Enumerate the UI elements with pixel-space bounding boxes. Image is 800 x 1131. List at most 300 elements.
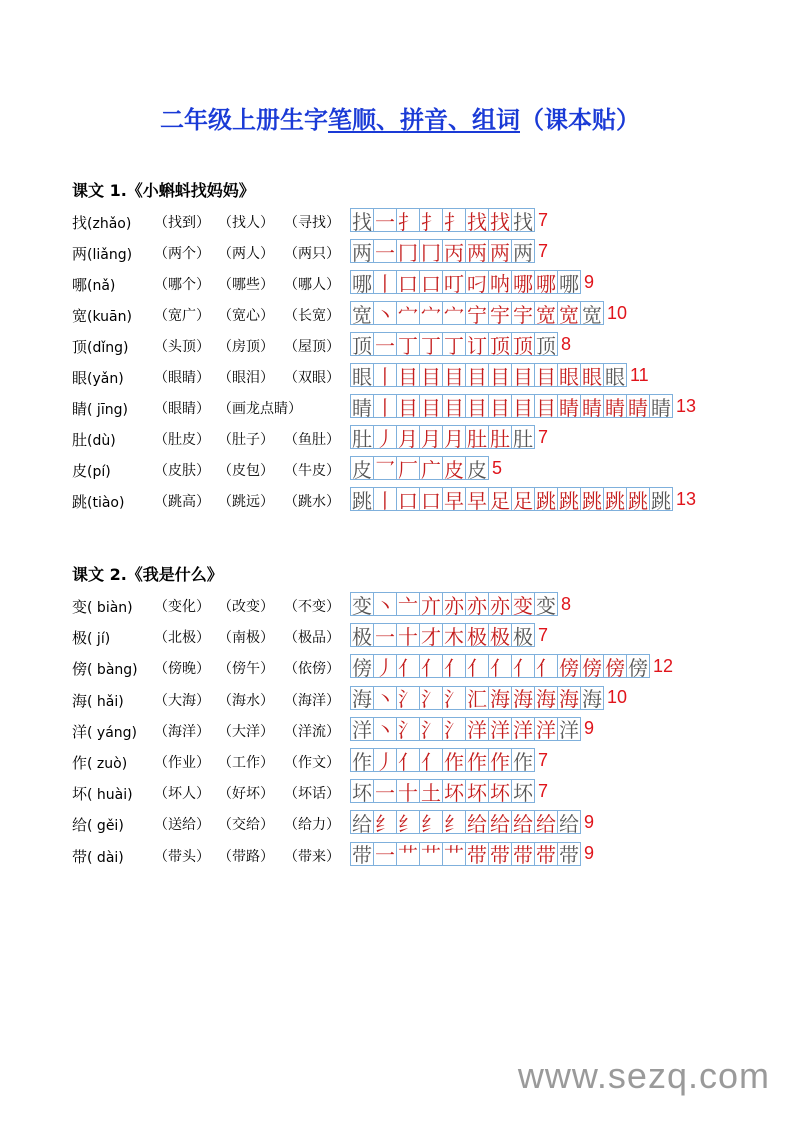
stroke-cell: 丶 bbox=[375, 593, 395, 618]
stroke-count: 8 bbox=[561, 593, 572, 614]
pinyin: ( jí) bbox=[87, 631, 111, 648]
char: 哪 bbox=[72, 276, 88, 294]
stroke-cell: 洋 bbox=[490, 718, 510, 743]
stroke-cell: 亻 bbox=[398, 655, 418, 680]
pinyin: (nǎ) bbox=[87, 278, 116, 294]
char-row bbox=[72, 456, 792, 482]
stroke-cell-model: 宽 bbox=[352, 302, 372, 327]
word: （两人） bbox=[218, 246, 274, 262]
stroke-cell-model: 找 bbox=[352, 209, 372, 234]
stroke-cell: 洋 bbox=[467, 718, 487, 743]
stroke-cell: 十 bbox=[398, 624, 418, 649]
char-label bbox=[72, 752, 127, 773]
word: （屋顶） bbox=[284, 339, 340, 355]
char-row bbox=[72, 301, 792, 327]
stroke-count: 13 bbox=[676, 395, 697, 416]
stroke-cell: 作 bbox=[444, 749, 464, 774]
word: （皮包） bbox=[218, 463, 274, 479]
char-row bbox=[72, 332, 792, 358]
word: （带来） bbox=[284, 848, 340, 865]
pinyin: ( huài) bbox=[87, 787, 133, 804]
stroke-count: 5 bbox=[492, 457, 503, 478]
stroke-cell: 眼 bbox=[605, 364, 625, 389]
char-row bbox=[72, 592, 792, 618]
stroke-grid bbox=[350, 270, 594, 294]
word: （宽广） bbox=[154, 308, 210, 324]
stroke-cell: 给 bbox=[536, 811, 556, 836]
stroke-cell: 宇 bbox=[490, 302, 510, 327]
stroke-cell: 一 bbox=[375, 333, 395, 358]
stroke-cell: 宽 bbox=[536, 302, 556, 327]
stroke-grid bbox=[350, 363, 649, 387]
stroke-grid bbox=[350, 654, 673, 678]
pinyin: ( gěi) bbox=[87, 818, 124, 835]
word: （傍午） bbox=[218, 661, 274, 678]
char-label bbox=[72, 596, 133, 617]
word: （两只） bbox=[284, 246, 340, 262]
stroke-cell: 亻 bbox=[398, 749, 418, 774]
stroke-cell: 顶 bbox=[536, 333, 556, 358]
pinyin: ( jīng) bbox=[87, 402, 128, 418]
word: （改变） bbox=[218, 599, 274, 615]
stroke-cell: 傍 bbox=[605, 655, 625, 680]
stroke-cell: 丨 bbox=[375, 488, 395, 513]
stroke-cell: 亠 bbox=[398, 593, 418, 618]
stroke-cell: 丁 bbox=[444, 333, 464, 358]
stroke-cell: 早 bbox=[444, 488, 464, 513]
stroke-cell: 带 bbox=[513, 843, 533, 868]
stroke-cell: 傍 bbox=[628, 655, 648, 680]
stroke-cell: 叼 bbox=[467, 271, 487, 296]
char-label bbox=[72, 305, 132, 326]
char: 睛 bbox=[72, 400, 88, 418]
stroke-cell-model: 坏 bbox=[352, 780, 372, 805]
page-title bbox=[0, 100, 800, 135]
char: 宽 bbox=[72, 307, 88, 325]
pinyin: ( hǎi) bbox=[87, 693, 124, 710]
stroke-cell: 艹 bbox=[444, 843, 464, 868]
word: （哪些） bbox=[218, 277, 274, 293]
stroke-cell: 坏 bbox=[513, 780, 533, 805]
stroke-cell: 睛 bbox=[559, 395, 579, 420]
stroke-cell-model: 傍 bbox=[352, 655, 372, 680]
stroke-cell: 两 bbox=[490, 240, 510, 265]
word: （南极） bbox=[218, 630, 274, 647]
stroke-cell: 目 bbox=[490, 364, 510, 389]
stroke-cell: 变 bbox=[536, 593, 556, 618]
stroke-cell-model: 极 bbox=[352, 624, 372, 649]
stroke-grid bbox=[350, 717, 594, 741]
char-row bbox=[72, 779, 792, 805]
stroke-cell: 肚 bbox=[490, 426, 510, 451]
stroke-cell: 厂 bbox=[398, 457, 418, 482]
word: （大洋） bbox=[218, 723, 274, 740]
title-part1: 二年级上册生字 bbox=[160, 106, 328, 134]
stroke-cell: 口 bbox=[421, 488, 441, 513]
stroke-cell: 顶 bbox=[490, 333, 510, 358]
word: （肚皮） bbox=[154, 432, 210, 448]
stroke-cell: 月 bbox=[398, 426, 418, 451]
word: （极品） bbox=[284, 630, 340, 647]
char-row bbox=[72, 748, 792, 774]
stroke-cell: 丨 bbox=[375, 271, 395, 296]
stroke-cell: 睛 bbox=[628, 395, 648, 420]
word: （傍晚） bbox=[154, 661, 210, 678]
stroke-cell: 给 bbox=[467, 811, 487, 836]
stroke-grid bbox=[350, 779, 548, 803]
char-label bbox=[72, 814, 124, 835]
stroke-cell: 海 bbox=[490, 687, 510, 712]
stroke-cell: 亻 bbox=[421, 749, 441, 774]
stroke-cell: 两 bbox=[467, 240, 487, 265]
stroke-count: 7 bbox=[538, 624, 549, 645]
stroke-cell-model: 哪 bbox=[352, 271, 372, 296]
stroke-cell-model: 跳 bbox=[352, 488, 372, 513]
word: （洋流） bbox=[284, 723, 340, 740]
stroke-cell: 睛 bbox=[651, 395, 671, 420]
stroke-cell: 亻 bbox=[513, 655, 533, 680]
stroke-cell: 亦 bbox=[490, 593, 510, 618]
stroke-count: 9 bbox=[584, 718, 595, 739]
stroke-count: 11 bbox=[630, 364, 649, 385]
stroke-grid bbox=[350, 810, 594, 834]
stroke-cell: 宽 bbox=[582, 302, 602, 327]
stroke-cell: 十 bbox=[398, 780, 418, 805]
stroke-cell: 海 bbox=[559, 687, 579, 712]
stroke-cell: 海 bbox=[582, 687, 602, 712]
stroke-cell: 眼 bbox=[582, 364, 602, 389]
stroke-cell: 冂 bbox=[421, 240, 441, 265]
char-label bbox=[72, 367, 124, 388]
word: （作文） bbox=[284, 755, 340, 771]
stroke-cell: 氵 bbox=[444, 718, 464, 743]
stroke-cell: 给 bbox=[490, 811, 510, 836]
stroke-cell: 一 bbox=[375, 780, 395, 805]
stroke-cell: 坏 bbox=[490, 780, 510, 805]
pinyin: (dù) bbox=[87, 433, 116, 449]
stroke-grid bbox=[350, 487, 696, 511]
word: （送给） bbox=[154, 817, 210, 834]
stroke-cell: 目 bbox=[513, 395, 533, 420]
stroke-cell: 丶 bbox=[375, 687, 395, 712]
char-row bbox=[72, 394, 792, 420]
stroke-cell: 带 bbox=[467, 843, 487, 868]
word: （牛皮） bbox=[284, 463, 340, 479]
char: 作 bbox=[72, 754, 88, 772]
stroke-cell: 一 bbox=[375, 209, 395, 234]
stroke-grid bbox=[350, 456, 502, 480]
char-label bbox=[72, 212, 131, 233]
stroke-cell: 氵 bbox=[398, 718, 418, 743]
stroke-cell: 氵 bbox=[421, 718, 441, 743]
word: （大海） bbox=[154, 692, 210, 709]
word: （不变） bbox=[284, 599, 340, 615]
stroke-cell: 极 bbox=[490, 624, 510, 649]
stroke-count: 7 bbox=[538, 749, 549, 770]
char-row bbox=[72, 810, 792, 836]
stroke-grid bbox=[350, 592, 571, 616]
stroke-cell: 亻 bbox=[490, 655, 510, 680]
char-row bbox=[72, 686, 792, 712]
stroke-grid bbox=[350, 842, 594, 866]
char: 变 bbox=[72, 598, 88, 616]
stroke-cell: 坏 bbox=[444, 780, 464, 805]
stroke-count: 7 bbox=[538, 209, 549, 230]
stroke-cell-model: 海 bbox=[352, 687, 372, 712]
stroke-cell-model: 顶 bbox=[352, 333, 372, 358]
stroke-cell: 口 bbox=[398, 488, 418, 513]
stroke-grid bbox=[350, 623, 548, 647]
stroke-cell: 目 bbox=[513, 364, 533, 389]
stroke-cell: 广 bbox=[421, 457, 441, 482]
word: （好坏） bbox=[218, 786, 274, 803]
word: （眼泪） bbox=[218, 370, 274, 386]
stroke-cell: 一 bbox=[375, 624, 395, 649]
word: （画龙点睛） bbox=[218, 401, 302, 417]
word: （坏话） bbox=[284, 786, 340, 803]
word: （海洋） bbox=[154, 723, 210, 740]
stroke-cell: 一 bbox=[375, 240, 395, 265]
stroke-cell: 订 bbox=[467, 333, 487, 358]
stroke-cell: 亻 bbox=[536, 655, 556, 680]
stroke-cell: 亦 bbox=[467, 593, 487, 618]
word: （海洋） bbox=[284, 692, 340, 709]
char-label bbox=[72, 274, 115, 295]
stroke-cell: 宀 bbox=[398, 302, 418, 327]
char: 肚 bbox=[72, 431, 88, 449]
stroke-cell: 跳 bbox=[651, 488, 671, 513]
stroke-cell: 丁 bbox=[398, 333, 418, 358]
char: 皮 bbox=[72, 462, 88, 480]
stroke-cell: 丿 bbox=[375, 749, 395, 774]
stroke-cell: 宽 bbox=[559, 302, 579, 327]
char: 顶 bbox=[72, 338, 88, 356]
stroke-count: 10 bbox=[607, 687, 628, 708]
word: （双眼） bbox=[284, 370, 340, 386]
word: （长宽） bbox=[284, 308, 340, 324]
word: （跳水） bbox=[284, 494, 340, 510]
stroke-cell: 带 bbox=[536, 843, 556, 868]
stroke-cell: 目 bbox=[467, 364, 487, 389]
stroke-cell: 氵 bbox=[421, 687, 441, 712]
stroke-cell: 口 bbox=[421, 271, 441, 296]
char: 眼 bbox=[72, 369, 88, 387]
stroke-cell: 口 bbox=[398, 271, 418, 296]
stroke-cell: 目 bbox=[398, 395, 418, 420]
char-row bbox=[72, 717, 792, 743]
stroke-cell: 足 bbox=[513, 488, 533, 513]
stroke-count: 13 bbox=[676, 488, 697, 509]
stroke-cell: 丁 bbox=[421, 333, 441, 358]
stroke-cell: 极 bbox=[467, 624, 487, 649]
word: （作业） bbox=[154, 755, 210, 771]
word: （两个） bbox=[154, 246, 210, 262]
stroke-cell: 带 bbox=[559, 843, 579, 868]
stroke-cell: 给 bbox=[559, 811, 579, 836]
stroke-cell: 足 bbox=[490, 488, 510, 513]
stroke-cell: 找 bbox=[467, 209, 487, 234]
stroke-cell: 找 bbox=[513, 209, 533, 234]
word: （鱼肚） bbox=[284, 432, 340, 448]
stroke-cell: 目 bbox=[536, 395, 556, 420]
stroke-cell: 纟 bbox=[375, 811, 395, 836]
stroke-count: 7 bbox=[538, 426, 549, 447]
stroke-cell: 跳 bbox=[536, 488, 556, 513]
pinyin: ( zuò) bbox=[87, 756, 128, 772]
stroke-cell: 才 bbox=[421, 624, 441, 649]
stroke-cell: 一 bbox=[375, 843, 395, 868]
stroke-cell: 眼 bbox=[559, 364, 579, 389]
char: 两 bbox=[72, 245, 88, 263]
stroke-cell: 亻 bbox=[444, 655, 464, 680]
stroke-cell: 叮 bbox=[444, 271, 464, 296]
stroke-cell: 扌 bbox=[398, 209, 418, 234]
stroke-cell: 宀 bbox=[421, 302, 441, 327]
char-label bbox=[72, 243, 132, 264]
stroke-count: 9 bbox=[584, 811, 595, 832]
word: （给力） bbox=[284, 817, 340, 834]
stroke-cell: 扌 bbox=[444, 209, 464, 234]
word: （交给） bbox=[218, 817, 274, 834]
stroke-cell-model: 变 bbox=[352, 593, 372, 618]
stroke-cell: 目 bbox=[421, 395, 441, 420]
word: （带路） bbox=[218, 848, 274, 865]
word: （带头） bbox=[154, 848, 210, 865]
stroke-cell: 丿 bbox=[375, 426, 395, 451]
word: （肚子） bbox=[218, 432, 274, 448]
stroke-cell: 氵 bbox=[398, 687, 418, 712]
char: 海 bbox=[72, 691, 88, 710]
stroke-grid bbox=[350, 425, 548, 449]
stroke-cell: 作 bbox=[513, 749, 533, 774]
stroke-cell: 洋 bbox=[536, 718, 556, 743]
char-label bbox=[72, 429, 116, 450]
stroke-cell: 变 bbox=[513, 593, 533, 618]
watermark: www.sezq.com bbox=[517, 1055, 770, 1096]
stroke-cell: 哪 bbox=[559, 271, 579, 296]
char: 傍 bbox=[72, 660, 88, 679]
word: （跳远） bbox=[218, 494, 274, 510]
stroke-cell: 睛 bbox=[605, 395, 625, 420]
stroke-cell-model: 皮 bbox=[352, 457, 372, 482]
word: （哪人） bbox=[284, 277, 340, 293]
char-row bbox=[72, 363, 792, 389]
stroke-count: 8 bbox=[561, 333, 572, 354]
stroke-cell: 木 bbox=[444, 624, 464, 649]
stroke-cell: 目 bbox=[444, 395, 464, 420]
stroke-count: 9 bbox=[584, 271, 595, 292]
stroke-cell: 丶 bbox=[375, 302, 395, 327]
stroke-cell: 宀 bbox=[444, 302, 464, 327]
stroke-cell: 肚 bbox=[513, 426, 533, 451]
stroke-cell: 作 bbox=[490, 749, 510, 774]
stroke-cell-model: 肚 bbox=[352, 426, 372, 451]
char-row bbox=[72, 623, 792, 649]
char-row bbox=[72, 842, 792, 868]
char: 给 bbox=[72, 816, 88, 835]
char-label bbox=[72, 846, 124, 867]
stroke-cell: 丨 bbox=[375, 395, 395, 420]
pinyin: (yǎn) bbox=[87, 371, 124, 387]
pinyin: ( biàn) bbox=[87, 600, 133, 616]
stroke-cell: 丶 bbox=[375, 718, 395, 743]
pinyin: (tiào) bbox=[87, 495, 125, 511]
char-row bbox=[72, 239, 792, 265]
stroke-cell: 丙 bbox=[444, 240, 464, 265]
stroke-cell: 极 bbox=[513, 624, 533, 649]
stroke-cell: 丿 bbox=[375, 655, 395, 680]
char-label bbox=[72, 721, 137, 742]
stroke-cell: 带 bbox=[490, 843, 510, 868]
stroke-cell: 哪 bbox=[513, 271, 533, 296]
stroke-cell: 亻 bbox=[421, 655, 441, 680]
stroke-cell: 目 bbox=[536, 364, 556, 389]
char-label bbox=[72, 336, 128, 357]
stroke-cell: 给 bbox=[513, 811, 533, 836]
stroke-grid bbox=[350, 686, 627, 710]
stroke-cell-model: 洋 bbox=[352, 718, 372, 743]
char: 带 bbox=[72, 847, 88, 866]
word: （海水） bbox=[218, 692, 274, 709]
stroke-grid bbox=[350, 208, 548, 232]
stroke-count: 9 bbox=[584, 843, 595, 864]
stroke-cell: 乛 bbox=[375, 457, 395, 482]
stroke-cell: 作 bbox=[467, 749, 487, 774]
stroke-cell: 睛 bbox=[582, 395, 602, 420]
stroke-cell: 哪 bbox=[536, 271, 556, 296]
word: （北极） bbox=[154, 630, 210, 647]
stroke-cell: 海 bbox=[536, 687, 556, 712]
word: （哪个） bbox=[154, 277, 210, 293]
char-label bbox=[72, 627, 110, 648]
char-row bbox=[72, 425, 792, 451]
pinyin: ( yáng) bbox=[87, 724, 138, 741]
stroke-cell: 目 bbox=[490, 395, 510, 420]
word: （寻找） bbox=[284, 215, 340, 231]
stroke-cell: 呐 bbox=[490, 271, 510, 296]
stroke-count: 12 bbox=[653, 655, 674, 676]
stroke-cell: 傍 bbox=[582, 655, 602, 680]
section-heading: 课文 1.《小蝌蚪找妈妈》 bbox=[72, 181, 255, 200]
stroke-grid bbox=[350, 239, 548, 263]
stroke-cell: 亦 bbox=[444, 593, 464, 618]
stroke-grid bbox=[350, 394, 696, 418]
stroke-cell: 纟 bbox=[444, 811, 464, 836]
stroke-cell: 跳 bbox=[582, 488, 602, 513]
stroke-cell: 洋 bbox=[559, 718, 579, 743]
pinyin: (zhǎo) bbox=[87, 216, 132, 232]
word: （眼睛） bbox=[154, 370, 210, 386]
stroke-cell: 纟 bbox=[421, 811, 441, 836]
pinyin: (kuān) bbox=[87, 309, 132, 325]
stroke-cell: 目 bbox=[467, 395, 487, 420]
stroke-cell: 目 bbox=[421, 364, 441, 389]
stroke-count: 7 bbox=[538, 780, 549, 801]
stroke-cell: 海 bbox=[513, 687, 533, 712]
stroke-cell: 皮 bbox=[467, 457, 487, 482]
stroke-cell: 跳 bbox=[605, 488, 625, 513]
stroke-cell: 顶 bbox=[513, 333, 533, 358]
stroke-cell: 找 bbox=[490, 209, 510, 234]
stroke-cell-model: 眼 bbox=[352, 364, 372, 389]
stroke-cell: 洋 bbox=[513, 718, 533, 743]
word: （工作） bbox=[218, 755, 274, 771]
pinyin: (pí) bbox=[87, 464, 111, 480]
word: （房顶） bbox=[218, 339, 274, 355]
section-heading: 课文 2.《我是什么》 bbox=[72, 565, 223, 584]
char-label bbox=[72, 783, 133, 804]
stroke-cell: 亻 bbox=[467, 655, 487, 680]
